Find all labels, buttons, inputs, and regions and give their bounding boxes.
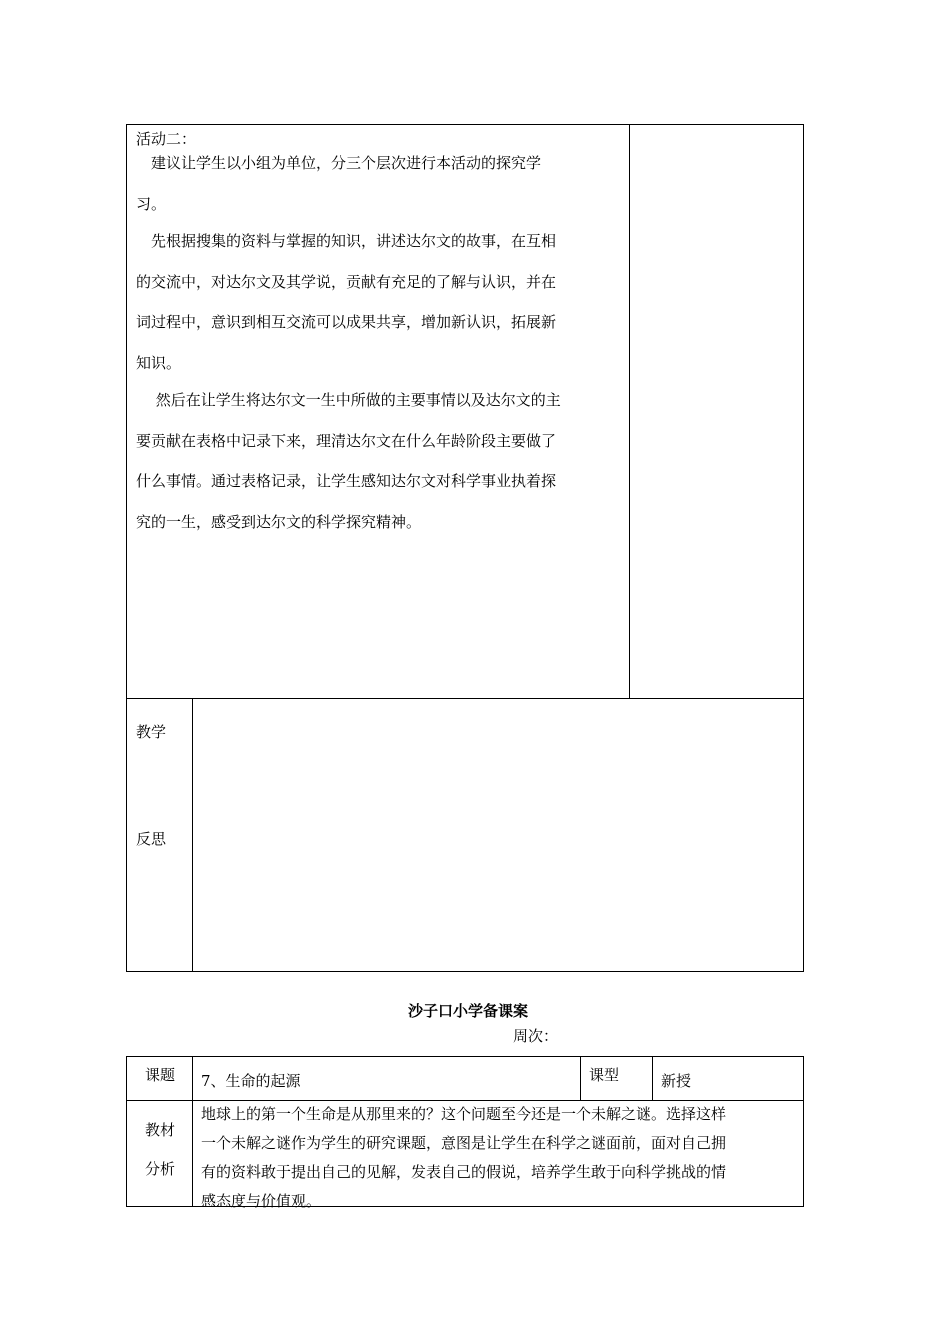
lesson-type-label-divider-right: [652, 1056, 653, 1101]
type-label: 课型: [589, 1066, 620, 1084]
upper-row-divider: [126, 698, 804, 699]
material-label-top: 教材: [145, 1121, 176, 1139]
reflection-label-bottom: 反思: [136, 830, 167, 848]
activity-paragraph-1: 建议让学生以小组为单位，分三个层次进行本活动的探究学 习。: [136, 154, 542, 213]
material-analysis-content: 地球上的第一个生命是从那里来的？这个问题至今还是一个未解之谜。选择这样 一个未解之谜作为学生的研究课题，意图是让学生在科学之谜面前，面对自己拥 有的资料敢于提出自己的见解，发表自己的假说，培养学生敢于向科学挑战的情 感态度与价值观。: [201, 1105, 727, 1210]
subject-label: 课题: [145, 1066, 176, 1084]
activity-paragraph-2: 先根据搜集的资料与掌握的知识，讲述达尔文的故事，在互相 的交流中，对达尔文及其学说，贡献有充足的了解与认识，并在 词过程中，意识到相互交流可以成果共享，增加新认识，拓展新 知识。: [136, 232, 557, 372]
material-label-bottom: 分析: [145, 1160, 176, 1178]
activity-heading: 活动二：: [136, 130, 197, 148]
page-title: 沙子口小学备课案: [408, 1002, 529, 1020]
reflection-label-top: 教学: [136, 723, 167, 741]
reflection-column-divider: [192, 698, 193, 972]
subject-value: 7、生命的起源: [201, 1072, 301, 1090]
type-value: 新授: [661, 1072, 692, 1090]
lesson-type-label-divider-left: [580, 1056, 581, 1101]
upper-right-column-divider: [629, 124, 630, 699]
lesson-label-column-divider: [192, 1056, 193, 1207]
activity-paragraph-3: 然后在让学生将达尔文一生中所做的主要事情以及达尔文的主 要贡献在表格中记录下来，理清达尔文在什么年龄阶段主要做了 什么事情。通过表格记录，让学生感知达尔文对科学事业执着探 究的一生，感受到达尔文的科学探究精神。: [136, 391, 561, 531]
week-label: 周次：: [513, 1027, 559, 1045]
